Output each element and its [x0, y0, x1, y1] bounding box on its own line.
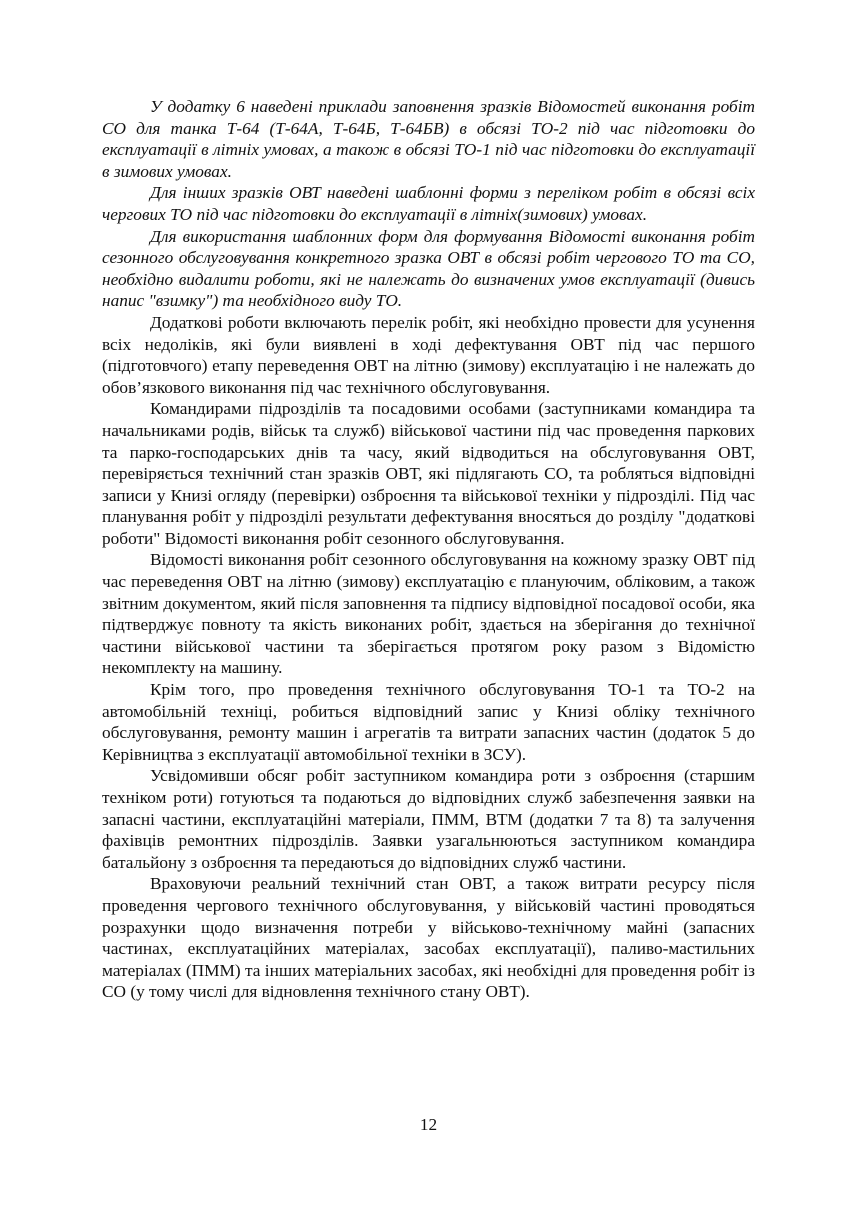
paragraph-automotive-log: Крім того, про проведення технічного обслуговування ТО-1 та ТО-2 на автомобільній техніці, робиться відповідний запис у Книзі обліку технічного обслуговування, ремонту машин і агрегатів та витрати запасних частин (додаток 5 до Керівництва з експлуатації автомобільної техніки в ЗСУ). — [102, 680, 755, 764]
paragraph-supply-requests: Усвідомивши обсяг робіт заступником командира роти з озброєння (старшим техніком роти) готуються та подаються до відповідних служб забезпечення заявки на запасні частини, експлуатаційні матеріали, ПММ, ВТМ (додатки 7 та 8) та залучення фахівців ремонтних підрозділів. Заявки узагальнюються заступником командира батальйону з озброєння та передаються до відповідних служб частини. — [102, 766, 755, 872]
page-number: 12 — [419, 1115, 438, 1134]
paragraph-commanders-inspection: Командирами підрозділів та посадовими особами (заступниками командира та начальниками родів, військ та служб) військової частини під час проведення паркових та парко-господарських днів та часу, який відводиться на обслуговування ОВТ, перевіряється технічний стан зразків ОВТ, які підлягають СО, та робляться відповідні записи у Книзі огляду (перевірки) озброєння та військової техніки у підрозділі. Під час планування робіт у підрозділі результати дефектування вносяться до розділу "додаткові роботи" Відомості виконання робіт сезонного обслуговування. — [102, 399, 755, 548]
paragraph-additional-works: Додаткові роботи включають перелік робіт, які необхідно провести для усунення всіх недоліків, які були виявлені в ході дефектування ОВТ під час першого (підготовчого) етапу переведення ОВТ на літню (зимову) експлуатацію і не належать до обов’язкового виконання під час технічного обслуговування. — [102, 312, 755, 397]
page-body — [102, 96, 755, 1003]
paragraph-resource-calculations: Враховуючи реальний технічний стан ОВТ, а також витрати ресурсу після проведення чергового технічного обслуговування, у військовій частині проводяться розрахунки щодо визначення потреби у військово-технічному майні (запасних частинах, експлуатаційних матеріалах, засобах експлуатації), паливо-мастильних матеріалах (ПММ) та інших матеріальних засобах, які необхідні для проведення робіт із СО (у тому числі для відновлення технічного стану ОВТ). — [102, 874, 755, 1002]
paragraph-template-forms-note: Для інших зразків ОВТ наведені шаблонні форми з переліком робіт в обсязі всіх чергових ТО під час підготовки до експлуатації в літніх(зимових) умовах. — [102, 183, 755, 224]
paragraph-service-records: Відомості виконання робіт сезонного обслуговування на кожному зразку ОВТ під час переведення ОВТ на літню (зимову) експлуатацію є плануючим, обліковим, а також звітним документом, який після заповнення та підпису відповідної посадової особи, яка підтверджує повноту та якість виконаних робіт, здається на зберігання до технічної частини військової частини та зберігається протягом року разом з Відомістю некомплекту на машину. — [102, 550, 755, 678]
paragraph-template-usage-note: Для використання шаблонних форм для формування Відомості виконання робіт сезонного обслуговування конкретного зразка ОВТ в обсязі робіт чергового ТО та СО, необхідно видалити роботи, які не належать до визначених умов експлуатації (дивись напис "взимку") та необхідного виду ТО. — [102, 226, 755, 311]
paragraph-appendix-6-note: У додатку 6 наведені приклади заповнення зразків Відомостей виконання робіт СО для танка Т-64 (Т-64А, Т-64Б, Т-64БВ) в обсязі ТО-2 під час підготовки до експлуатації в літніх умовах, а також в обсязі ТО-1 під час підготовки до експлуатації в зимових умовах. — [102, 97, 755, 181]
